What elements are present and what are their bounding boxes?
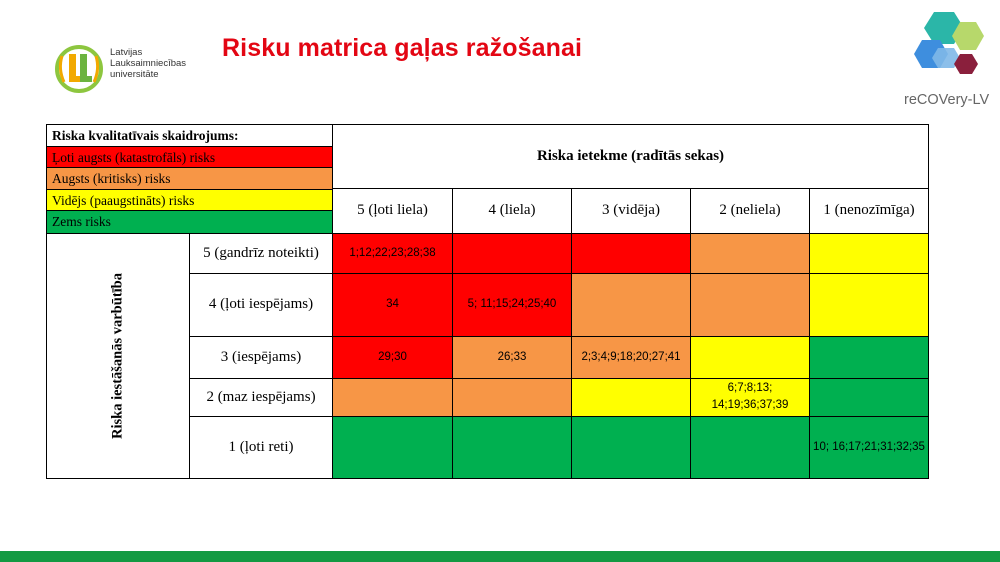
matrix-cell-p3-i1 <box>810 336 929 378</box>
probability-label-4: 4 (ļoti iespējams) <box>190 273 333 336</box>
probability-label-5: 5 (gandrīz noteikti) <box>190 233 333 273</box>
matrix-header-row <box>47 125 929 189</box>
matrix-cell-p5-i1 <box>810 233 929 273</box>
page-title: Risku matrica gaļas ražošanai <box>222 34 583 62</box>
matrix-cell-p4-i2 <box>691 273 810 336</box>
llu-line-1: Latvijas <box>110 47 143 58</box>
probability-label-1: 1 (ļoti reti) <box>190 416 333 478</box>
legend-box <box>47 125 333 234</box>
impact-title: Riska ietekme (radītās sekas) <box>333 125 929 189</box>
matrix-cell-p5-i2 <box>691 233 810 273</box>
legend-item-very-high: Ļoti augsts (katastrofāls) risks <box>47 147 332 169</box>
risk-matrix-table <box>46 124 929 479</box>
llu-logo-text <box>110 47 186 80</box>
matrix-cell-p2-i4 <box>453 378 572 416</box>
matrix-cell-p1-i3 <box>572 416 691 478</box>
matrix-cell-p5-i5: 1;12;22;23;28;38 <box>333 233 453 273</box>
matrix-cell-p3-i5: 29;30 <box>333 336 453 378</box>
impact-level-4: 4 (liela) <box>453 189 572 233</box>
matrix-cell-p1-i5 <box>333 416 453 478</box>
legend-item-high: Augsts (kritisks) risks <box>47 168 332 190</box>
matrix-cell-p3-i4: 26;33 <box>453 336 572 378</box>
impact-level-1: 1 (nenozīmīga) <box>810 189 929 233</box>
matrix-cell-p2-i5 <box>333 378 453 416</box>
matrix-cell-p2-i3 <box>572 378 691 416</box>
matrix-cell-p5-i3 <box>572 233 691 273</box>
footer-bar <box>0 551 1000 562</box>
recovery-hexagons-icon <box>896 8 996 88</box>
matrix-cell-p3-i3: 2;3;4;9;18;20;27;41 <box>572 336 691 378</box>
probability-title-cell <box>47 233 190 478</box>
impact-level-2: 2 (neliela) <box>691 189 810 233</box>
legend-title: Riska kvalitatīvais skaidrojums: <box>47 125 332 147</box>
matrix-cell-p5-i4 <box>453 233 572 273</box>
llu-emblem-icon <box>52 40 106 98</box>
matrix-cell-p1-i2 <box>691 416 810 478</box>
matrix-cell-p1-i4 <box>453 416 572 478</box>
matrix-cell-p3-i2 <box>691 336 810 378</box>
legend-item-medium: Vidējs (paaugstināts) risks <box>47 190 332 212</box>
matrix-cell-p1-i1: 10; 16;17;21;31;32;35 <box>810 416 929 478</box>
llu-line-3: universitāte <box>110 69 159 80</box>
probability-row-5 <box>47 233 929 273</box>
recovery-logo-text: reCOVery-LV <box>904 92 990 108</box>
llu-line-2: Lauksaimniecības <box>110 58 187 69</box>
probability-label-2: 2 (maz iespējams) <box>190 378 333 416</box>
impact-level-3: 3 (vidēja) <box>572 189 691 233</box>
probability-label-3: 3 (iespējams) <box>190 336 333 378</box>
legend-item-low: Zems risks <box>47 211 332 233</box>
matrix-cell-p2-i1 <box>810 378 929 416</box>
matrix-cell-p4-i1 <box>810 273 929 336</box>
recovery-logo <box>896 8 996 112</box>
matrix-cell-p4-i3 <box>572 273 691 336</box>
matrix-cell-p2-i2: 6;7;8;13; 14;19;36;37;39 <box>691 378 810 416</box>
probability-title: Riska iestāšanās varbūtība <box>109 272 126 439</box>
impact-level-5: 5 (ļoti liela) <box>333 189 453 233</box>
matrix-cell-p4-i4: 5; 11;15;24;25;40 <box>453 273 572 336</box>
matrix-cell-p4-i5: 34 <box>333 273 453 336</box>
llu-logo <box>52 40 202 98</box>
